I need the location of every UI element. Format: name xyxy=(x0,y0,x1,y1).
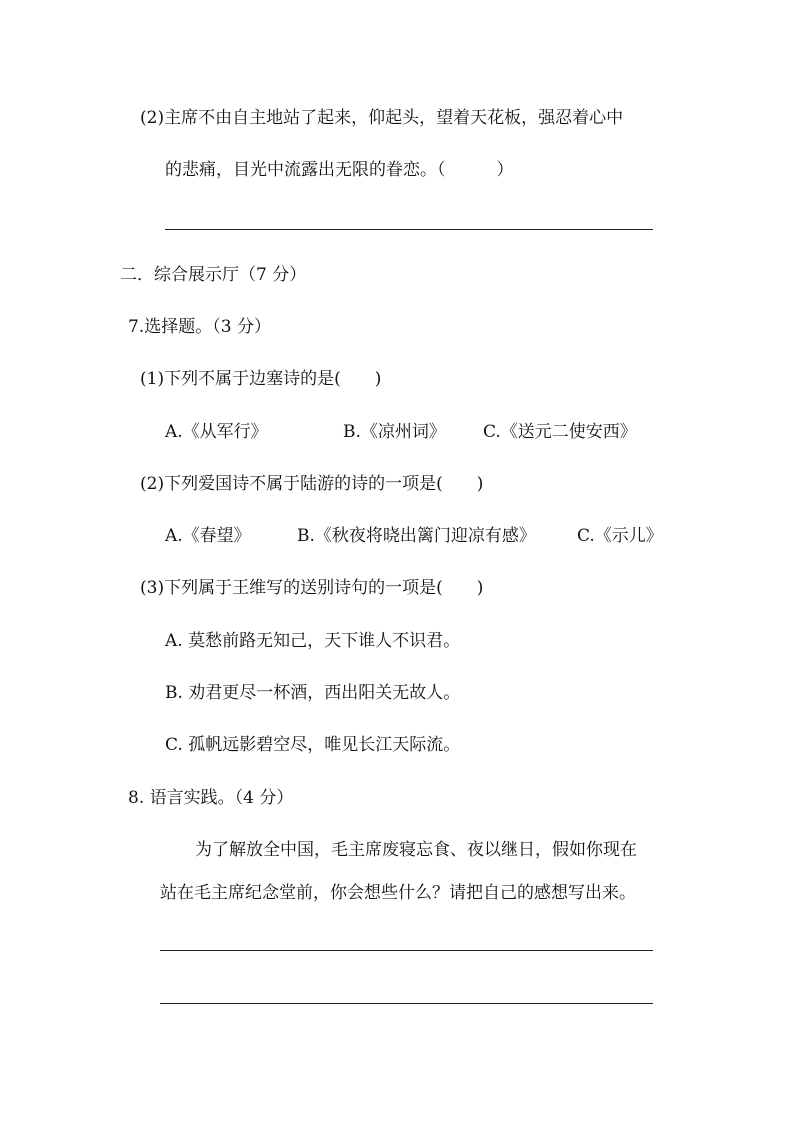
q7-sub1-option-b[interactable]: B.《凉州词》 xyxy=(343,422,446,442)
q8-answer-line-1[interactable] xyxy=(160,950,653,951)
q7-sub2-option-b[interactable]: B.《秋夜将晓出篱门迎凉有感》 xyxy=(297,526,536,546)
q8-heading: 8. 语言实践。（4 分） xyxy=(128,788,294,808)
q6-item2-line2: 的悲痛，目光中流露出无限的眷恋。（ ） xyxy=(165,160,514,180)
q6-item2-line1: (2)主席不由自主地站了起来，仰起头，望着天花板，强忍着心中 xyxy=(140,108,624,128)
q7-sub1-option-a[interactable]: A.《从军行》 xyxy=(165,422,268,442)
q7-sub2-option-a[interactable]: A.《春望》 xyxy=(165,526,251,546)
q7-sub2-stem: (2)下列爱国诗不属于陆游的诗的一项是( ) xyxy=(140,474,484,494)
section2-heading: 二．综合展示厅（7 分） xyxy=(120,265,307,285)
q7-sub1-option-c[interactable]: C.《送元二使安西》 xyxy=(483,422,637,442)
q7-sub2-option-c[interactable]: C.《示儿》 xyxy=(577,526,663,546)
q8-paragraph-line2: 站在毛主席纪念堂前，你会想些什么？请把自己的感想写出来。 xyxy=(160,883,636,903)
q8-answer-line-2[interactable] xyxy=(160,1003,653,1004)
q7-sub3-stem: (3)下列属于王维写的送别诗句的一项是( ) xyxy=(140,578,484,598)
q7-sub3-option-a[interactable]: A. 莫愁前路无知己，天下谁人不识君。 xyxy=(165,631,461,651)
q7-sub1-stem: (1)下列不属于边塞诗的是( ) xyxy=(140,369,382,389)
q7-sub3-option-b[interactable]: B. 劝君更尽一杯酒，西出阳关无故人。 xyxy=(165,683,461,703)
q6-answer-line[interactable] xyxy=(165,229,653,230)
q8-paragraph-line1: 为了解放全中国，毛主席废寝忘食、夜以继日，假如你现在 xyxy=(195,840,637,860)
q7-heading: 7.选择题。（3 分） xyxy=(128,317,271,337)
q7-sub3-option-c[interactable]: C. 孤帆远影碧空尽，唯见长江天际流。 xyxy=(165,735,461,755)
